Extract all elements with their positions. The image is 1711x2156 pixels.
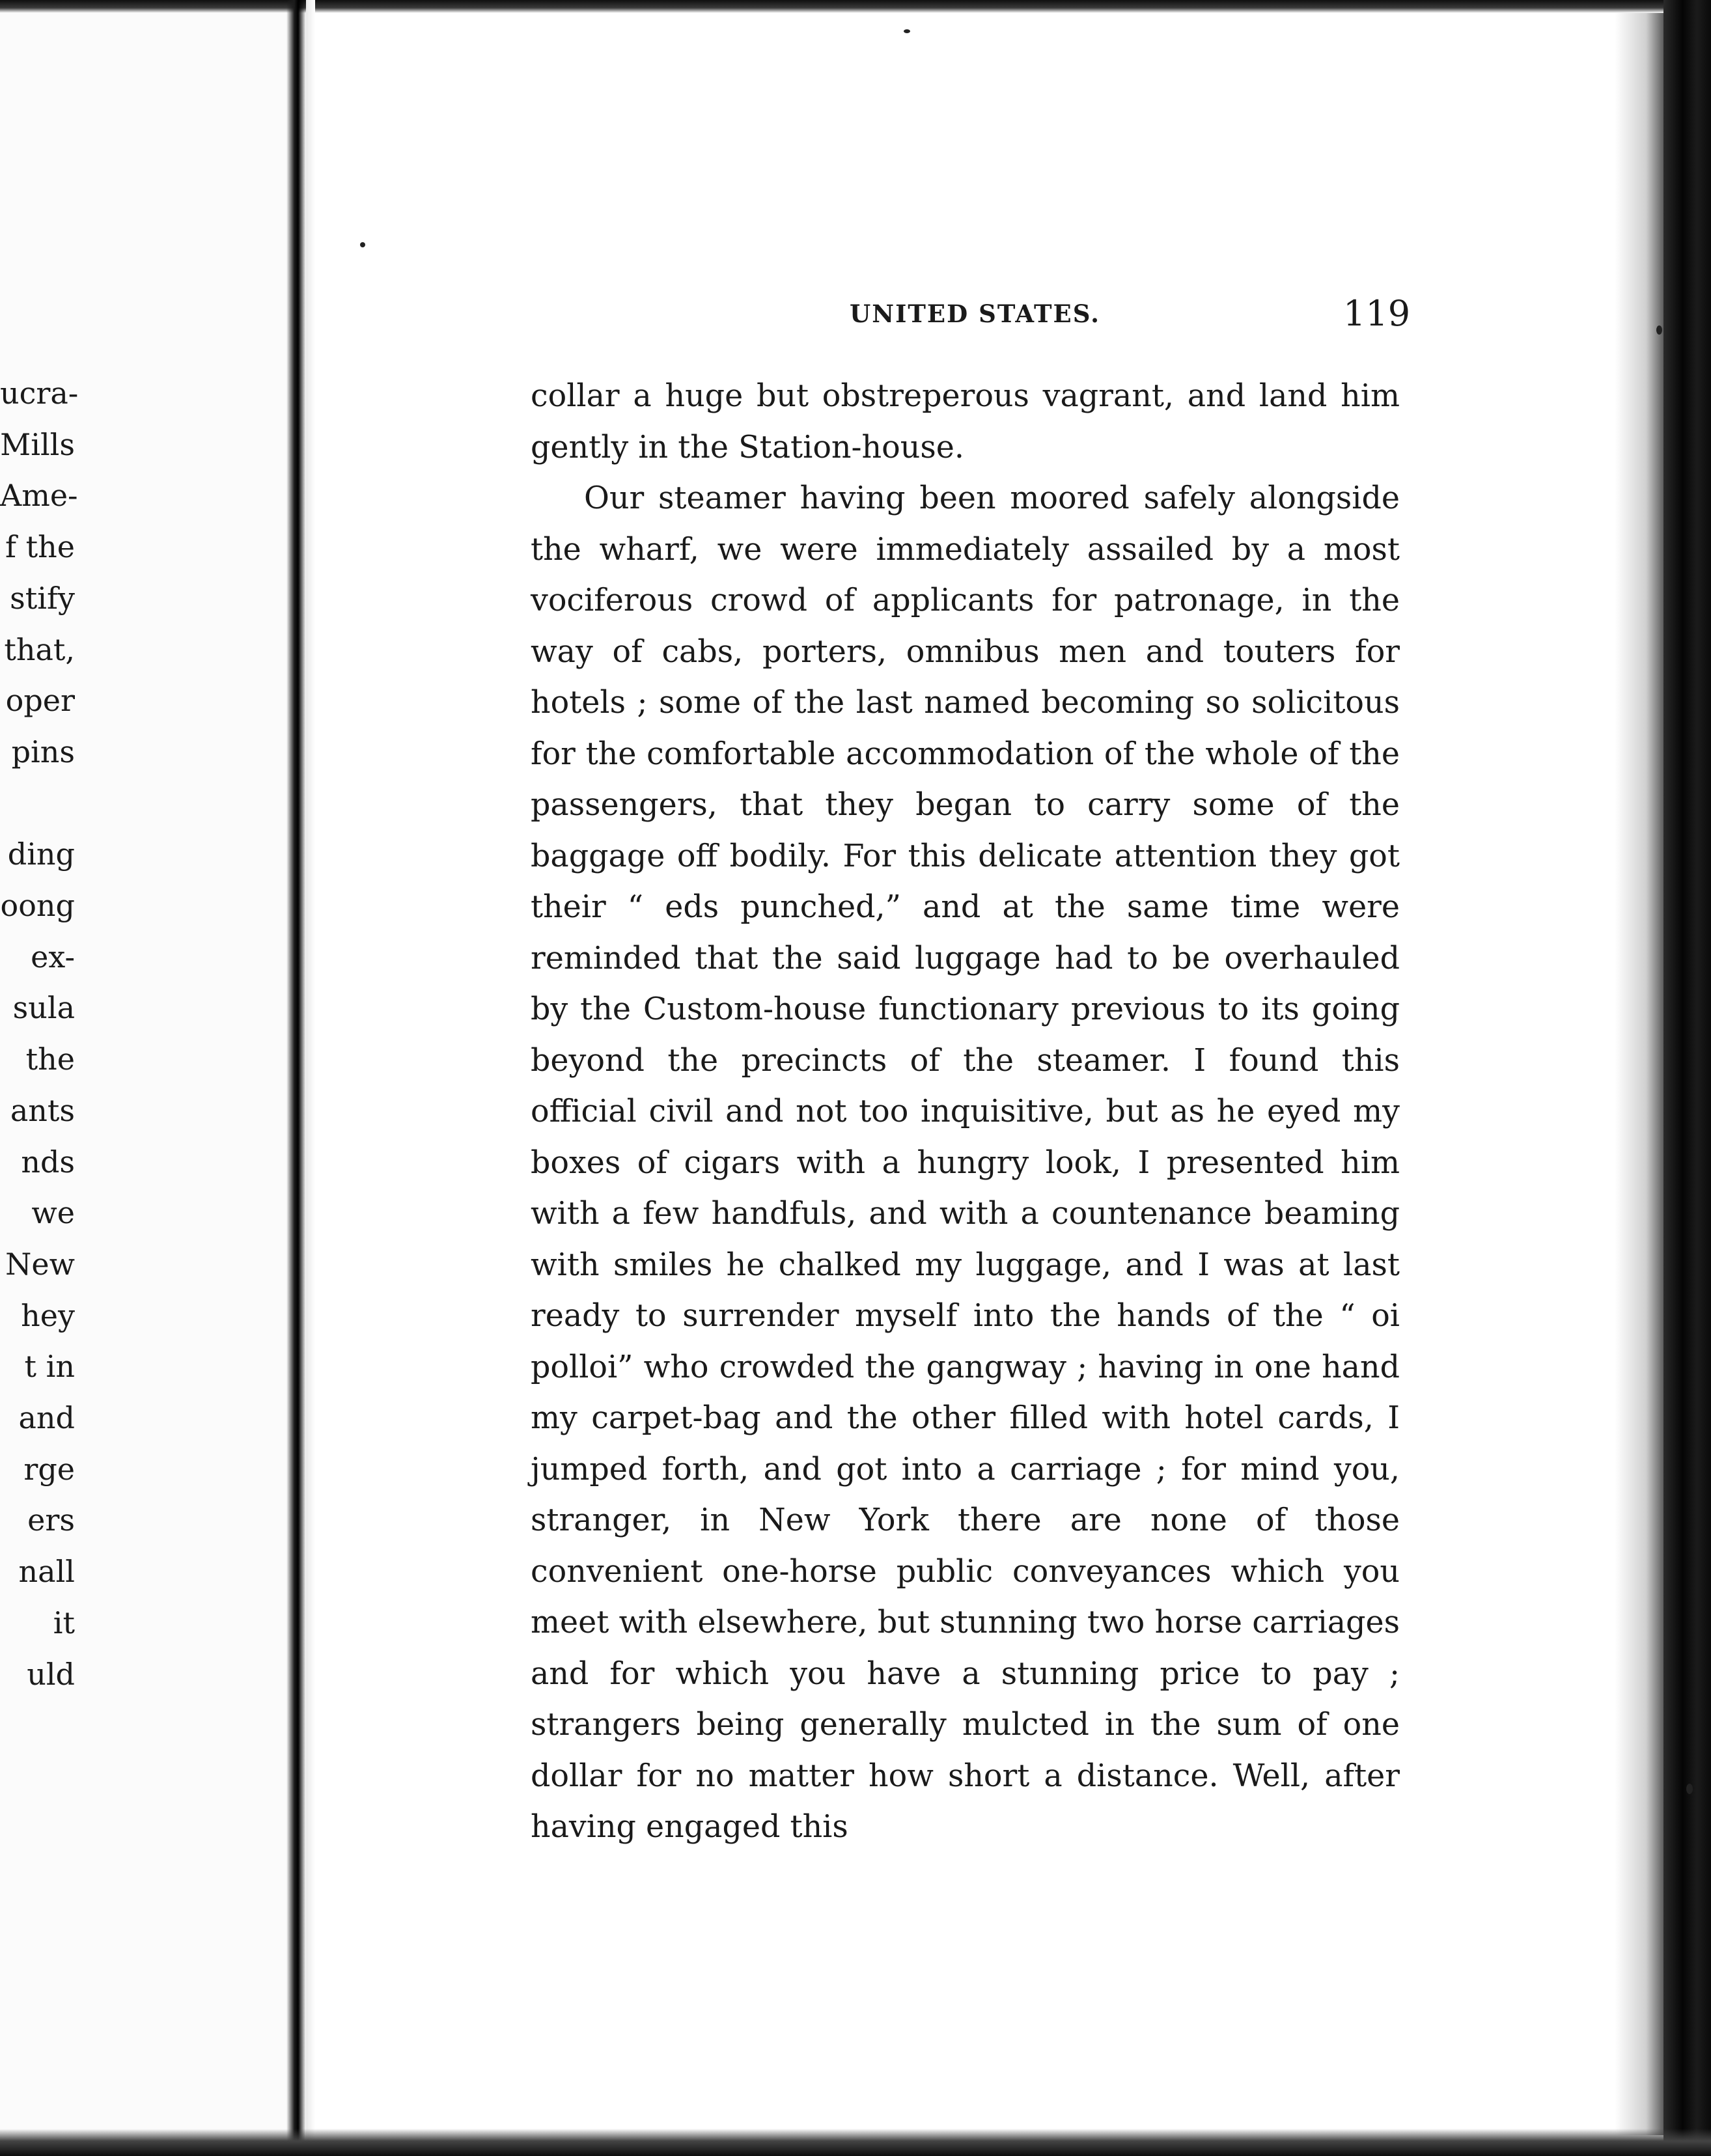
- running-head: UNITED STATES.: [850, 299, 1101, 328]
- left-page-fragment: oong: [0, 888, 75, 924]
- page-number: 119: [1343, 293, 1411, 334]
- left-page-fragment: nall: [18, 1554, 75, 1590]
- left-page-fragment: stify: [10, 580, 75, 616]
- ink-speck: [1656, 325, 1662, 335]
- left-page-text-fragments: [0, 368, 79, 1700]
- left-page-fragment: Ame-: [0, 478, 78, 514]
- left-page-fragment: pins: [11, 734, 75, 769]
- left-page-fragment: New: [5, 1246, 75, 1282]
- left-page-edge: [286, 0, 306, 2156]
- left-page-fragment: ex-: [31, 939, 75, 974]
- left-page-fragment: we: [31, 1195, 75, 1231]
- left-page-fragment: nds: [21, 1144, 75, 1180]
- left-page-fragment: f the: [5, 529, 75, 565]
- left-page-fragment: the: [25, 1042, 75, 1077]
- paragraph-continuation: collar a huge but obstreperous vagrant, and land him gently in the Station-house.: [531, 378, 1400, 465]
- left-page-fragment: that,: [4, 631, 75, 667]
- left-page-fragment: ding: [7, 836, 75, 872]
- left-page-fragment: oper: [5, 683, 75, 719]
- left-page-fragment: ers: [27, 1502, 75, 1538]
- left-page-fragment: ucra-: [0, 376, 79, 411]
- left-page-fragment: uld: [27, 1656, 75, 1692]
- ink-speck: [904, 29, 910, 33]
- left-page-fragment: it: [53, 1605, 75, 1640]
- page-gutter: [306, 0, 315, 2156]
- scan-border-bottom: [0, 2129, 1711, 2156]
- left-page-fragment: sula: [12, 990, 75, 1026]
- left-page-fragment: [0, 778, 75, 829]
- left-facing-page: [0, 13, 293, 2129]
- left-page-fragment: t in: [24, 1349, 75, 1385]
- paragraph-steamer-arrival: Our steamer having been moored safely alongside the wharf, we were immediately assailed by a most vociferous crowd of applicants for patronage, in the way of cabs, porters, omnibus men and touters for hotels ; some of the last named becoming so solicitous for the comfortable accommodation of the whole of the passengers, that they began to carry some of the baggage off bodily. For this delicate attention they got their “ eds punched,” and at the same time were reminded that the said luggage had to be overhauled by the Custom-house functionary previous to its going beyond the precincts of the steamer. I found this official civil and not too inquisitive, but as he eyed my boxes of cigars with a hungry look, I presented him with a few handfuls, and with a countenance beaming with smiles he chalked my luggage, and I was at last ready to surrender myself into the hands of the “ oi polloi” who crowded the gangway ; having in one hand my carpet-bag and the other filled with hotel cards, I jumped forth, and got into a carriage ; for mind you, stranger, in New York there are none of those convenient one-horse public conveyances which you meet with elsewhere, but stunning two horse carriages and for which you have a stunning price to pay ; strangers being generally mulcted in the sum of one dollar for no matter how short a distance. Well, after having engaged this: [531, 480, 1400, 1845]
- left-page-fragment: rge: [23, 1451, 75, 1487]
- body-text: [531, 371, 1400, 1853]
- scan-border-right: [1663, 0, 1711, 2156]
- ink-speck: [360, 242, 365, 247]
- left-page-fragment: ants: [10, 1092, 75, 1128]
- left-page-fragment: and: [18, 1400, 75, 1436]
- ink-speck: [1686, 1784, 1693, 1794]
- scan-border-top: [0, 0, 1711, 13]
- left-page-fragment: hey: [21, 1297, 75, 1333]
- left-page-fragment: Mills: [0, 426, 75, 462]
